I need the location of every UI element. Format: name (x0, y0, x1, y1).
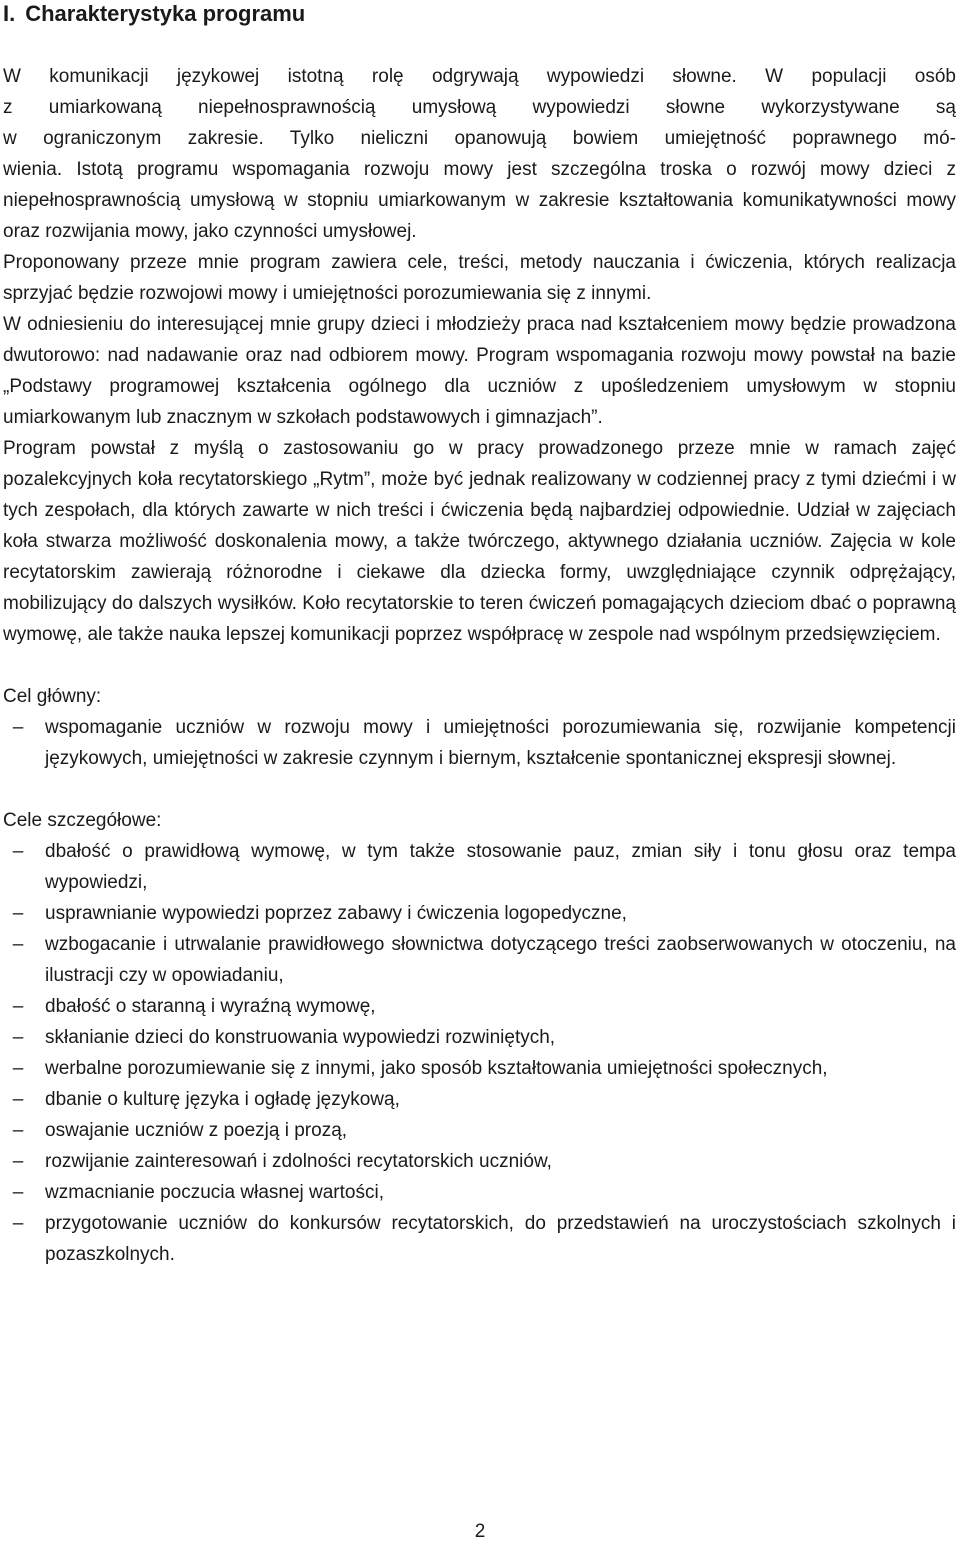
list-item-text: skłanianie dzieci do konstruowania wypowiedzi rozwiniętych, (45, 1027, 556, 1048)
list-item (3, 1022, 956, 1053)
paragraph-program-basis: W odniesieniu do interesującej mnie grupy dzieci i młodzieży praca nad kształceniem mowy będzie prowadzona dwutorowo: nad nadawanie oraz nad odbiorem mowy. Program wspomagania rozwoju mowy powstał na bazie „Podstawy programowej kształcenia ogólnego dla uczniów z upośledzeniem umysłowym w stopniu umiarkowanym lub znacznym w szkołach podstawowych i gimnazjach”. (3, 314, 956, 428)
list-item (3, 1115, 956, 1146)
dash-bullet-icon: – (12, 934, 24, 955)
spacer (3, 774, 956, 805)
dash-bullet-icon: – (12, 1182, 24, 1203)
list-item-text: usprawnianie wypowiedzi poprzez zabawy i ćwiczenia logopedyczne, (45, 903, 627, 924)
list-item-text: werbalne porozumiewanie się z innymi, jako sposób kształtowania umiejętności społecznych, (45, 1058, 828, 1079)
list-item (3, 1146, 956, 1177)
specific-goals-label: Cele szczegółowe: (3, 810, 162, 831)
main-goal-label: Cel główny: (3, 686, 102, 707)
list-item (3, 712, 956, 774)
spacer (3, 650, 956, 681)
paragraph-program-essence: wienia. Istotą programu wspomagania rozwoju mowy jest szczególna troska o rozwój mowy dzieci z niepełnosprawnością umysłową w stopniu umiarkowanym w zakresie kształtowania komunikatywności mowy oraz rozwijania mowy, jako czynności umysłowej. (3, 159, 956, 242)
list-item (3, 991, 956, 1022)
main-goal-list (3, 712, 956, 774)
list-item-text: dbałość o prawidłową wymowę, w tym także stosowanie pauz, zmian siły i tonu głosu oraz tempa wypowiedzi, (45, 841, 956, 893)
section-title: Charakterystyka programu (25, 1, 306, 26)
list-item (3, 1208, 956, 1270)
specific-goals-list (3, 836, 956, 1270)
list-item (3, 1177, 956, 1208)
list-item-text: wspomaganie uczniów w rozwoju mowy i umiejętności porozumiewania się, rozwijanie kompetencji językowych, umiejętności w zakresie czynnym i biernym, kształcenie spontanicznej ekspresji słownej. (45, 717, 956, 769)
list-item-text: wzbogacanie i utrwalanie prawidłowego słownictwa dotyczącego treści zaobserwowanych w otoczeniu, na ilustracji czy w opowiadaniu, (45, 934, 956, 986)
dash-bullet-icon: – (12, 903, 24, 924)
list-item (3, 929, 956, 991)
dash-bullet-icon: – (12, 1027, 24, 1048)
list-item-text: wzmacnianie poczucia własnej wartości, (45, 1182, 384, 1203)
list-item (3, 1053, 956, 1084)
page-number: 2 (474, 1521, 486, 1542)
list-item-text: przygotowanie uczniów do konkursów recytatorskich, do przedstawień na uroczystościach szkolnych i pozaszkolnych. (45, 1213, 956, 1265)
dash-bullet-icon: – (12, 841, 24, 862)
paragraph-recitation-club: Program powstał z myślą o zastosowaniu go w pracy prowadzonego przeze mnie w ramach zajęć pozalekcyjnych koła recytatorskiego „Rytm”, może być jednak realizowany w codziennej pracy z tymi dziećmi i w tych zespołach, dla których zawarte w nich treści i ćwiczenia będą najbardziej odpowiednie. Udział w zajęciach koła stwarza możliwość doskonalenia mowy, a także twórczego, aktywnego działania uczniów. Zajęcia w kole recytatorskim zawierają różnorodne i ciekawe dla dziecka formy, uwzględniające czynnik odprężający, mobilizujący do dalszych wysiłków. Koło recytatorskie to teren ćwiczeń pomagających dzieciom dbać o poprawną wymowę, ale także nauka lepszej komunikacji poprzez współpracę w zespole nad wspólnym przedsięwzięciem. (3, 438, 956, 645)
dash-bullet-icon: – (12, 717, 24, 738)
dash-bullet-icon: – (12, 996, 24, 1017)
list-item (3, 836, 956, 898)
paragraph-program-contents: Proponowany przeze mnie program zawiera cele, treści, metody nauczania i ćwiczenia, których realizacja sprzyjać będzie rozwojowi mowy i umiejętności porozumiewania się z innymi. (3, 252, 956, 304)
list-item-text: dbałość o staranną i wyraźną wymowę, (45, 996, 376, 1017)
list-item (3, 1084, 956, 1115)
intro-line: W komunikacji językowej istotną rolę odgrywają wypowiedzi słowne. W populacji osób (3, 66, 956, 87)
list-item-text: oswajanie uczniów z poezją i prozą, (45, 1120, 348, 1141)
section-number: I. (3, 1, 16, 26)
list-item-text: dbanie o kulturę języka i ogładę językową, (45, 1089, 400, 1110)
intro-line: z umiarkowaną niepełnosprawnością umysłową wypowiedzi słowne wykorzystywane są (3, 97, 956, 118)
intro-paragraph (3, 61, 956, 154)
intro-line: w ograniczonym zakresie. Tylko nieliczni opanowują bowiem umiejętność poprawnego mó- (3, 128, 956, 149)
dash-bullet-icon: – (12, 1089, 24, 1110)
section-heading (3, 0, 956, 31)
dash-bullet-icon: – (12, 1213, 24, 1234)
dash-bullet-icon: – (12, 1151, 24, 1172)
list-item-text: rozwijanie zainteresowań i zdolności recytatorskich uczniów, (45, 1151, 552, 1172)
dash-bullet-icon: – (12, 1058, 24, 1079)
list-item (3, 898, 956, 929)
dash-bullet-icon: – (12, 1120, 24, 1141)
